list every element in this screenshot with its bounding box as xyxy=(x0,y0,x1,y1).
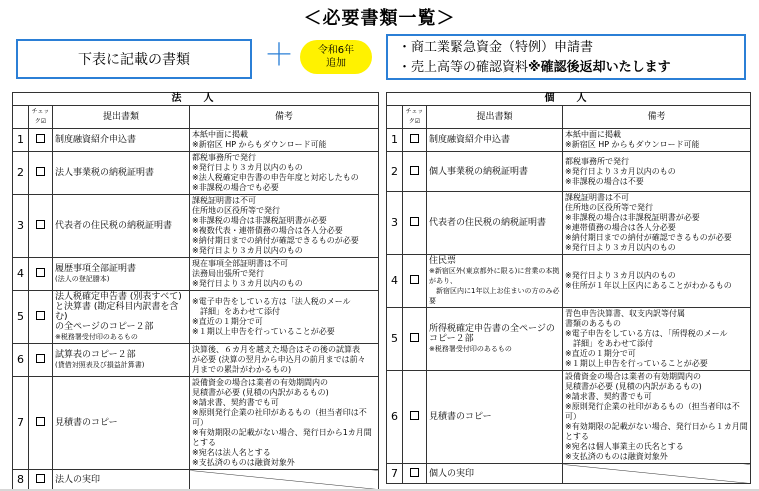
row-checkbox[interactable] xyxy=(36,220,45,229)
row-checkbox-cell xyxy=(403,129,427,152)
document-name: 個人事業税の納税証明書 xyxy=(429,166,529,177)
listed-documents-box xyxy=(16,39,252,79)
document-name: 制度融資紹介申込書 xyxy=(429,135,511,145)
row-checkbox-cell xyxy=(403,255,427,308)
row-note xyxy=(563,255,751,308)
note-detail: 決算後、６カ月を越えた場合はその後の試算表 が必要 (決算の翌月から申込月の前月までは前々 月までの累計がわかるもの) xyxy=(192,345,366,374)
note-main: 設備資金の場合は業者の有効期間内の 見積書が必要 (見積の内訳があるもの) xyxy=(192,378,329,397)
note-main: 青色申告決算書、収支内訳等付属 書類のあるもの xyxy=(565,309,685,328)
row-checkbox-cell xyxy=(29,152,53,195)
document-name: 個人の実印 xyxy=(429,468,475,479)
row-document xyxy=(53,129,190,152)
note-detail: ※新宿区 HP からもダウンロード可能 xyxy=(565,140,700,149)
table-row xyxy=(13,129,379,152)
note-main: 課税証明書は不可 住所地の区役所等で発行 xyxy=(565,193,653,212)
document-name: 代表者の住民税の納税証明書 xyxy=(55,221,173,231)
row-checkbox[interactable] xyxy=(36,134,45,143)
row-number: 5 xyxy=(387,308,403,371)
individual-section-heading: 個 人 xyxy=(387,93,751,106)
document-name: 法人の実印 xyxy=(55,474,101,485)
row-number: 7 xyxy=(387,464,403,484)
document-name: 代表者の住民税の納税証明書 xyxy=(429,218,547,228)
row-checkbox[interactable] xyxy=(410,411,419,420)
row-checkbox-cell xyxy=(29,129,53,152)
row-checkbox[interactable] xyxy=(36,311,45,320)
row-document xyxy=(427,192,563,255)
row-document xyxy=(427,255,563,308)
note-detail: ※発行日より３カ月以内のもの xyxy=(192,279,303,288)
row-document xyxy=(53,195,190,258)
row-note-empty xyxy=(563,464,751,484)
table-row xyxy=(387,129,751,152)
document-subnote: (法人の登記謄本) xyxy=(55,275,110,283)
col-note: 備考 xyxy=(190,106,379,129)
row-note xyxy=(190,344,379,377)
note-detail: ※発行日より３カ月以内のもの ※住所が１年以上区内にあることがわかるもの xyxy=(565,271,732,290)
table-row xyxy=(387,192,751,255)
row-checkbox[interactable] xyxy=(410,333,419,342)
row-checkbox[interactable] xyxy=(36,354,45,363)
individual-table xyxy=(386,92,751,484)
note-main: 都税事務所で発行 xyxy=(192,153,256,162)
corporate-section-heading: 法 人 xyxy=(13,93,379,106)
row-number: 1 xyxy=(387,129,403,152)
row-document xyxy=(53,291,190,344)
note-detail: ※電子申告をしている方は「法人税のメール 詳細」をあわせて添付 ※直近の１期分で可 ※１期以上申告を行っていることが必要 xyxy=(192,297,351,336)
row-number: 8 xyxy=(13,470,29,490)
col-check: チェック☑ xyxy=(29,106,53,129)
row-document xyxy=(427,308,563,371)
row-note-empty xyxy=(190,470,379,490)
row-checkbox-cell xyxy=(29,195,53,258)
row-document xyxy=(53,344,190,377)
row-note xyxy=(190,152,379,195)
table-row xyxy=(13,195,379,258)
row-checkbox[interactable] xyxy=(36,167,45,176)
row-checkbox-cell xyxy=(29,470,53,490)
document-name: 制度融資紹介申込書 xyxy=(55,135,137,145)
row-checkbox[interactable] xyxy=(410,275,419,284)
additional-documents-box xyxy=(386,34,746,80)
row-document xyxy=(427,152,563,192)
table-row xyxy=(13,291,379,344)
document-subnote: ※税務署受付印のあるもの xyxy=(55,333,138,341)
row-document xyxy=(427,371,563,464)
note-detail: ※請求書、契約書でも可 ※原則発行企業の社印があるもの（担当者印は不可） ※有効期限の記載がない場合、発行日から1カ月間とする ※宛名は法人名とする ※支払済のものは融資対象外 xyxy=(192,398,372,467)
document-name: 住民票 xyxy=(429,256,457,266)
table-row xyxy=(387,371,751,464)
row-document xyxy=(53,152,190,195)
note-detail: ※発行日より３カ月以内のもの ※非課税の場合は不要 xyxy=(565,166,676,186)
row-number: 1 xyxy=(13,129,29,152)
row-note xyxy=(190,291,379,344)
note-detail: ※発行日より３カ月以内のもの ※法人税確定申告書の申告年度と対応したもの ※非課税の場合でも必要 xyxy=(192,163,359,192)
col-document: 提出書類 xyxy=(53,106,190,129)
col-number xyxy=(387,106,403,129)
document-subnote: (貸借対照表及び損益計算書) xyxy=(55,361,145,369)
row-checkbox[interactable] xyxy=(36,268,45,277)
table-row xyxy=(13,258,379,291)
row-checkbox-cell xyxy=(403,152,427,192)
row-document xyxy=(53,470,190,490)
note-detail: ※新宿区 HP からもダウンロード可能 xyxy=(192,140,327,149)
document-name: 法人事業税の納税証明書 xyxy=(55,168,155,178)
col-document: 提出書類 xyxy=(427,106,563,129)
row-number: 2 xyxy=(387,152,403,192)
note-detail: ※非課税の場合は非課税証明書が必要 ※複数代表・連帯債務の場合は各人分必要 ※納付期日までの納付が確認できるものが必要 ※発行日より３カ月以内のもの xyxy=(192,216,359,255)
row-number: 3 xyxy=(387,192,403,255)
additional-doc-2 xyxy=(398,58,734,78)
col-check: チェック☑ xyxy=(403,106,427,129)
row-number: 5 xyxy=(13,291,29,344)
table-row xyxy=(387,308,751,371)
document-name: 試算表のコピー２部 xyxy=(55,350,136,360)
row-number: 6 xyxy=(13,344,29,377)
table-row xyxy=(387,255,751,308)
row-document xyxy=(53,258,190,291)
row-note xyxy=(190,129,379,152)
corporate-table xyxy=(12,92,379,490)
row-checkbox-cell xyxy=(403,192,427,255)
row-number: 2 xyxy=(13,152,29,195)
note-detail: ※請求書、契約書でも可 ※原則発行企業の社印があるもの（担当者印は不可） ※有効期限の記載がない場合、発行日から１カ月間とする ※宛名は個人事業主の氏名とする ※支払済のものは融資対象外 xyxy=(565,392,748,461)
row-note xyxy=(190,377,379,470)
table-row xyxy=(13,344,379,377)
note-main: 都税事務所で発行 xyxy=(565,156,629,166)
row-document xyxy=(427,464,563,484)
row-note xyxy=(563,308,751,371)
note-main: 課税証明書は不可 住所地の区役所等で発行 xyxy=(192,196,280,215)
badge-line2: 追加 xyxy=(326,58,346,69)
col-number xyxy=(13,106,29,129)
row-number: 4 xyxy=(13,258,29,291)
table-row xyxy=(387,152,751,192)
row-checkbox-cell xyxy=(29,377,53,470)
page-title: ＜必要書類一覧＞ xyxy=(303,8,456,29)
row-document xyxy=(53,377,190,470)
row-checkbox-cell xyxy=(29,344,53,377)
row-note xyxy=(563,371,751,464)
row-checkbox-cell xyxy=(29,291,53,344)
row-note xyxy=(190,258,379,291)
row-checkbox[interactable] xyxy=(410,217,419,226)
row-checkbox[interactable] xyxy=(410,468,419,477)
additional-doc-2-text: ・売上高等の確認資料 xyxy=(398,60,529,75)
note-main: 設備資金の場合は業者の有効期間内の 見積書が必要 (見積の内訳があるもの) xyxy=(565,372,702,391)
note-detail: ※非課税の場合は非課税証明書が必要 ※連帯債務の場合は各人分必要 ※納付期日までの納付が確認できるものが必要 ※発行日より３カ月以内のもの xyxy=(565,213,732,252)
additional-doc-1: ・商工業緊急資金（特例）申請書 xyxy=(398,40,594,55)
listed-documents-label: 下表に記載の書類 xyxy=(78,52,190,68)
row-number: 4 xyxy=(387,255,403,308)
row-note xyxy=(563,129,751,152)
document-name: 所得税確定申告書の全ページの コピー２部 xyxy=(429,324,555,344)
row-checkbox[interactable] xyxy=(36,417,45,426)
document-name: 履歴事項全部証明書 xyxy=(55,264,137,274)
note-main: 現在事項全部証明書は不可 法務局出張所で発行 xyxy=(192,259,288,278)
row-number: 6 xyxy=(387,371,403,464)
row-checkbox-cell xyxy=(403,371,427,464)
row-document xyxy=(427,129,563,152)
row-checkbox[interactable] xyxy=(36,474,45,483)
return-note: ※確認後返却いたします xyxy=(528,60,671,75)
table-row xyxy=(13,152,379,195)
row-checkbox[interactable] xyxy=(410,134,419,143)
document-subnote: ※新宿区外(東京都外に限る)に営業の本拠があり、 新宿区内に1年以上お住まいの方のみ必要 xyxy=(429,267,560,305)
document-subnote: ※税務署受付印のあるもの xyxy=(429,345,512,353)
note-main: 本紙中面に掲載 xyxy=(565,130,621,139)
table-row xyxy=(13,377,379,470)
row-checkbox[interactable] xyxy=(410,166,419,175)
row-number: 3 xyxy=(13,195,29,258)
document-name: 法人税確定申告書 (別表すべて) と決算書 (勘定科目内訳書を含む) の全ページのコピー２部 xyxy=(55,292,182,332)
document-name: 見積書のコピー xyxy=(55,418,118,428)
row-checkbox-cell xyxy=(403,464,427,484)
row-checkbox-cell xyxy=(29,258,53,291)
row-note xyxy=(563,152,751,192)
note-detail: ※電子申告をしている方は、「所得税のメール 詳細」をあわせて添付 ※直近の１期分で可 ※１期以上申告を行っていることが必要 xyxy=(565,329,728,368)
plus-icon: ＋ xyxy=(264,38,294,73)
row-note xyxy=(190,195,379,258)
added-badge xyxy=(300,40,372,74)
row-note xyxy=(563,192,751,255)
note-main: 本紙中面に掲載 xyxy=(192,130,248,139)
document-name: 見積書のコピー xyxy=(429,412,492,422)
table-row xyxy=(387,464,751,484)
badge-line1: 令和6年 xyxy=(317,45,355,56)
col-note: 備考 xyxy=(563,106,751,129)
row-number: 7 xyxy=(13,377,29,470)
table-row xyxy=(13,470,379,490)
row-checkbox-cell xyxy=(403,308,427,371)
